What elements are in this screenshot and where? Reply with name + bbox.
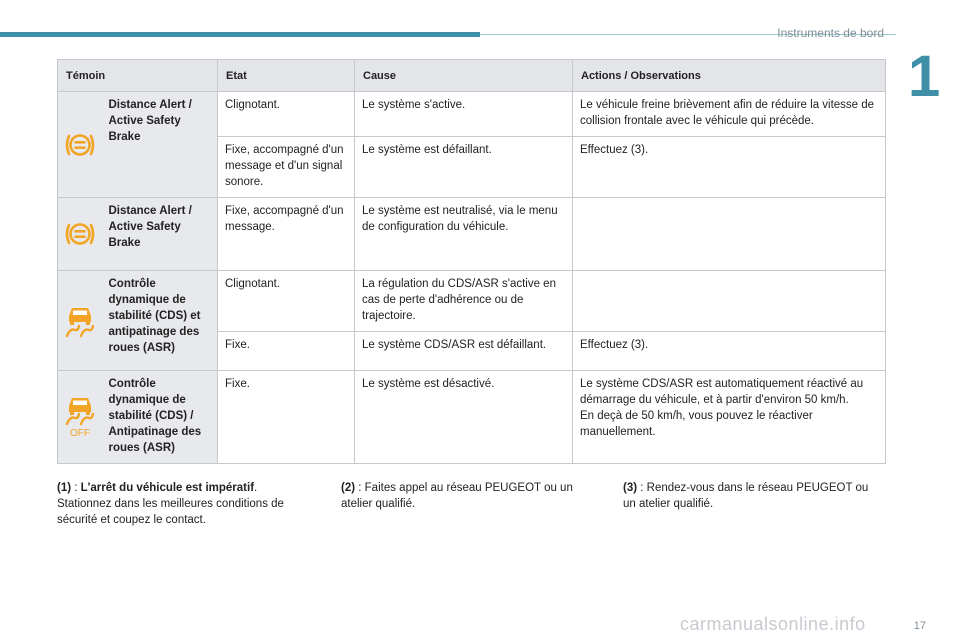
table-row xyxy=(58,92,886,137)
warning-lights-table xyxy=(57,59,886,464)
warning-light-name: Distance Alert / Active Safety Brake xyxy=(102,198,218,271)
etat-cell: Fixe, accompagné d'un message et d'un signal sonore. xyxy=(218,137,355,198)
cause-cell: Le système s'active. xyxy=(355,92,573,137)
etat-cell: Clignotant. xyxy=(218,271,355,332)
cause-cell: Le système CDS/ASR est défaillant. xyxy=(355,332,573,371)
footnote-2 xyxy=(341,480,601,512)
footnote-3 xyxy=(623,480,883,512)
warning-light-name: Distance Alert / Active Safety Brake xyxy=(102,92,218,198)
warning-light-name: Contrôle dynamique de stabilité (CDS) et antipatinage des roues (ASR) xyxy=(102,271,218,371)
column-header-etat: Etat xyxy=(218,60,355,92)
table-row xyxy=(58,271,886,332)
footnote-1 xyxy=(57,480,307,528)
action-cell: Le véhicule freine brièvement afin de réduire la vitesse de collision frontale avec le véhicule qui précède. xyxy=(573,92,886,137)
table-row xyxy=(58,371,886,464)
skidding-car-icon xyxy=(58,271,102,371)
etat-cell: Clignotant. xyxy=(218,92,355,137)
column-header-temoin: Témoin xyxy=(58,60,218,92)
action-cell: Effectuez (3). xyxy=(573,332,886,371)
footnote-ref: (1) xyxy=(57,482,72,494)
distance-alert-icon xyxy=(58,92,102,198)
warning-light-name: Contrôle dynamique de stabilité (CDS) / Antipatinage des roues (ASR) xyxy=(102,371,218,464)
off-label: OFF xyxy=(69,428,90,438)
skidding-car-off-icon xyxy=(58,371,102,464)
cause-cell: Le système est désactivé. xyxy=(355,371,573,464)
etat-cell: Fixe, accompagné d'un message. xyxy=(218,198,355,271)
footnote-text: Rendez-vous dans le réseau PEUGEOT ou un atelier qualifié. xyxy=(623,482,869,510)
footnote-text: Faites appel au réseau PEUGEOT ou un atelier qualifié. xyxy=(341,482,573,510)
table-row xyxy=(58,198,886,271)
etat-cell: Fixe. xyxy=(218,371,355,464)
watermark: carmanualsonline.info xyxy=(680,614,866,634)
action-cell xyxy=(573,271,886,332)
footnote-ref: (3) xyxy=(623,482,638,494)
footnote-ref: (2) xyxy=(341,482,356,494)
action-cell: Le système CDS/ASR est automatiquement réactivé au démarrage du véhicule, et à partir d'environ 50 km/h. En deçà de 50 km/h, vous pouvez le réactiver manuellement. xyxy=(573,371,886,464)
distance-alert-icon xyxy=(58,198,102,271)
chapter-number: 1 xyxy=(908,44,941,109)
action-cell xyxy=(573,198,886,271)
footnote-separator: : xyxy=(71,482,81,494)
cause-cell: Le système est défaillant. xyxy=(355,137,573,198)
column-header-cause: Cause xyxy=(355,60,573,92)
footnote-separator: : xyxy=(637,482,647,494)
column-header-actions: Actions / Observations xyxy=(573,60,886,92)
footnote-emphasis: L'arrêt du véhicule est impératif xyxy=(80,482,255,494)
footnote-text: . Stationnez dans les meilleures conditions de sécurité et coupez le contact. xyxy=(57,482,284,526)
footnote-separator: : xyxy=(355,482,365,494)
section-title: Instruments de bord xyxy=(777,26,884,40)
etat-cell: Fixe. xyxy=(218,332,355,371)
action-cell: Effectuez (3). xyxy=(573,137,886,198)
cause-cell: La régulation du CDS/ASR s'active en cas de perte d'adhérence ou de trajectoire. xyxy=(355,271,573,332)
cause-cell: Le système est neutralisé, via le menu de configuration du véhicule. xyxy=(355,198,573,271)
header-accent-bar xyxy=(0,32,480,37)
page-number: 17 xyxy=(913,620,926,632)
table-header-row xyxy=(58,60,886,92)
